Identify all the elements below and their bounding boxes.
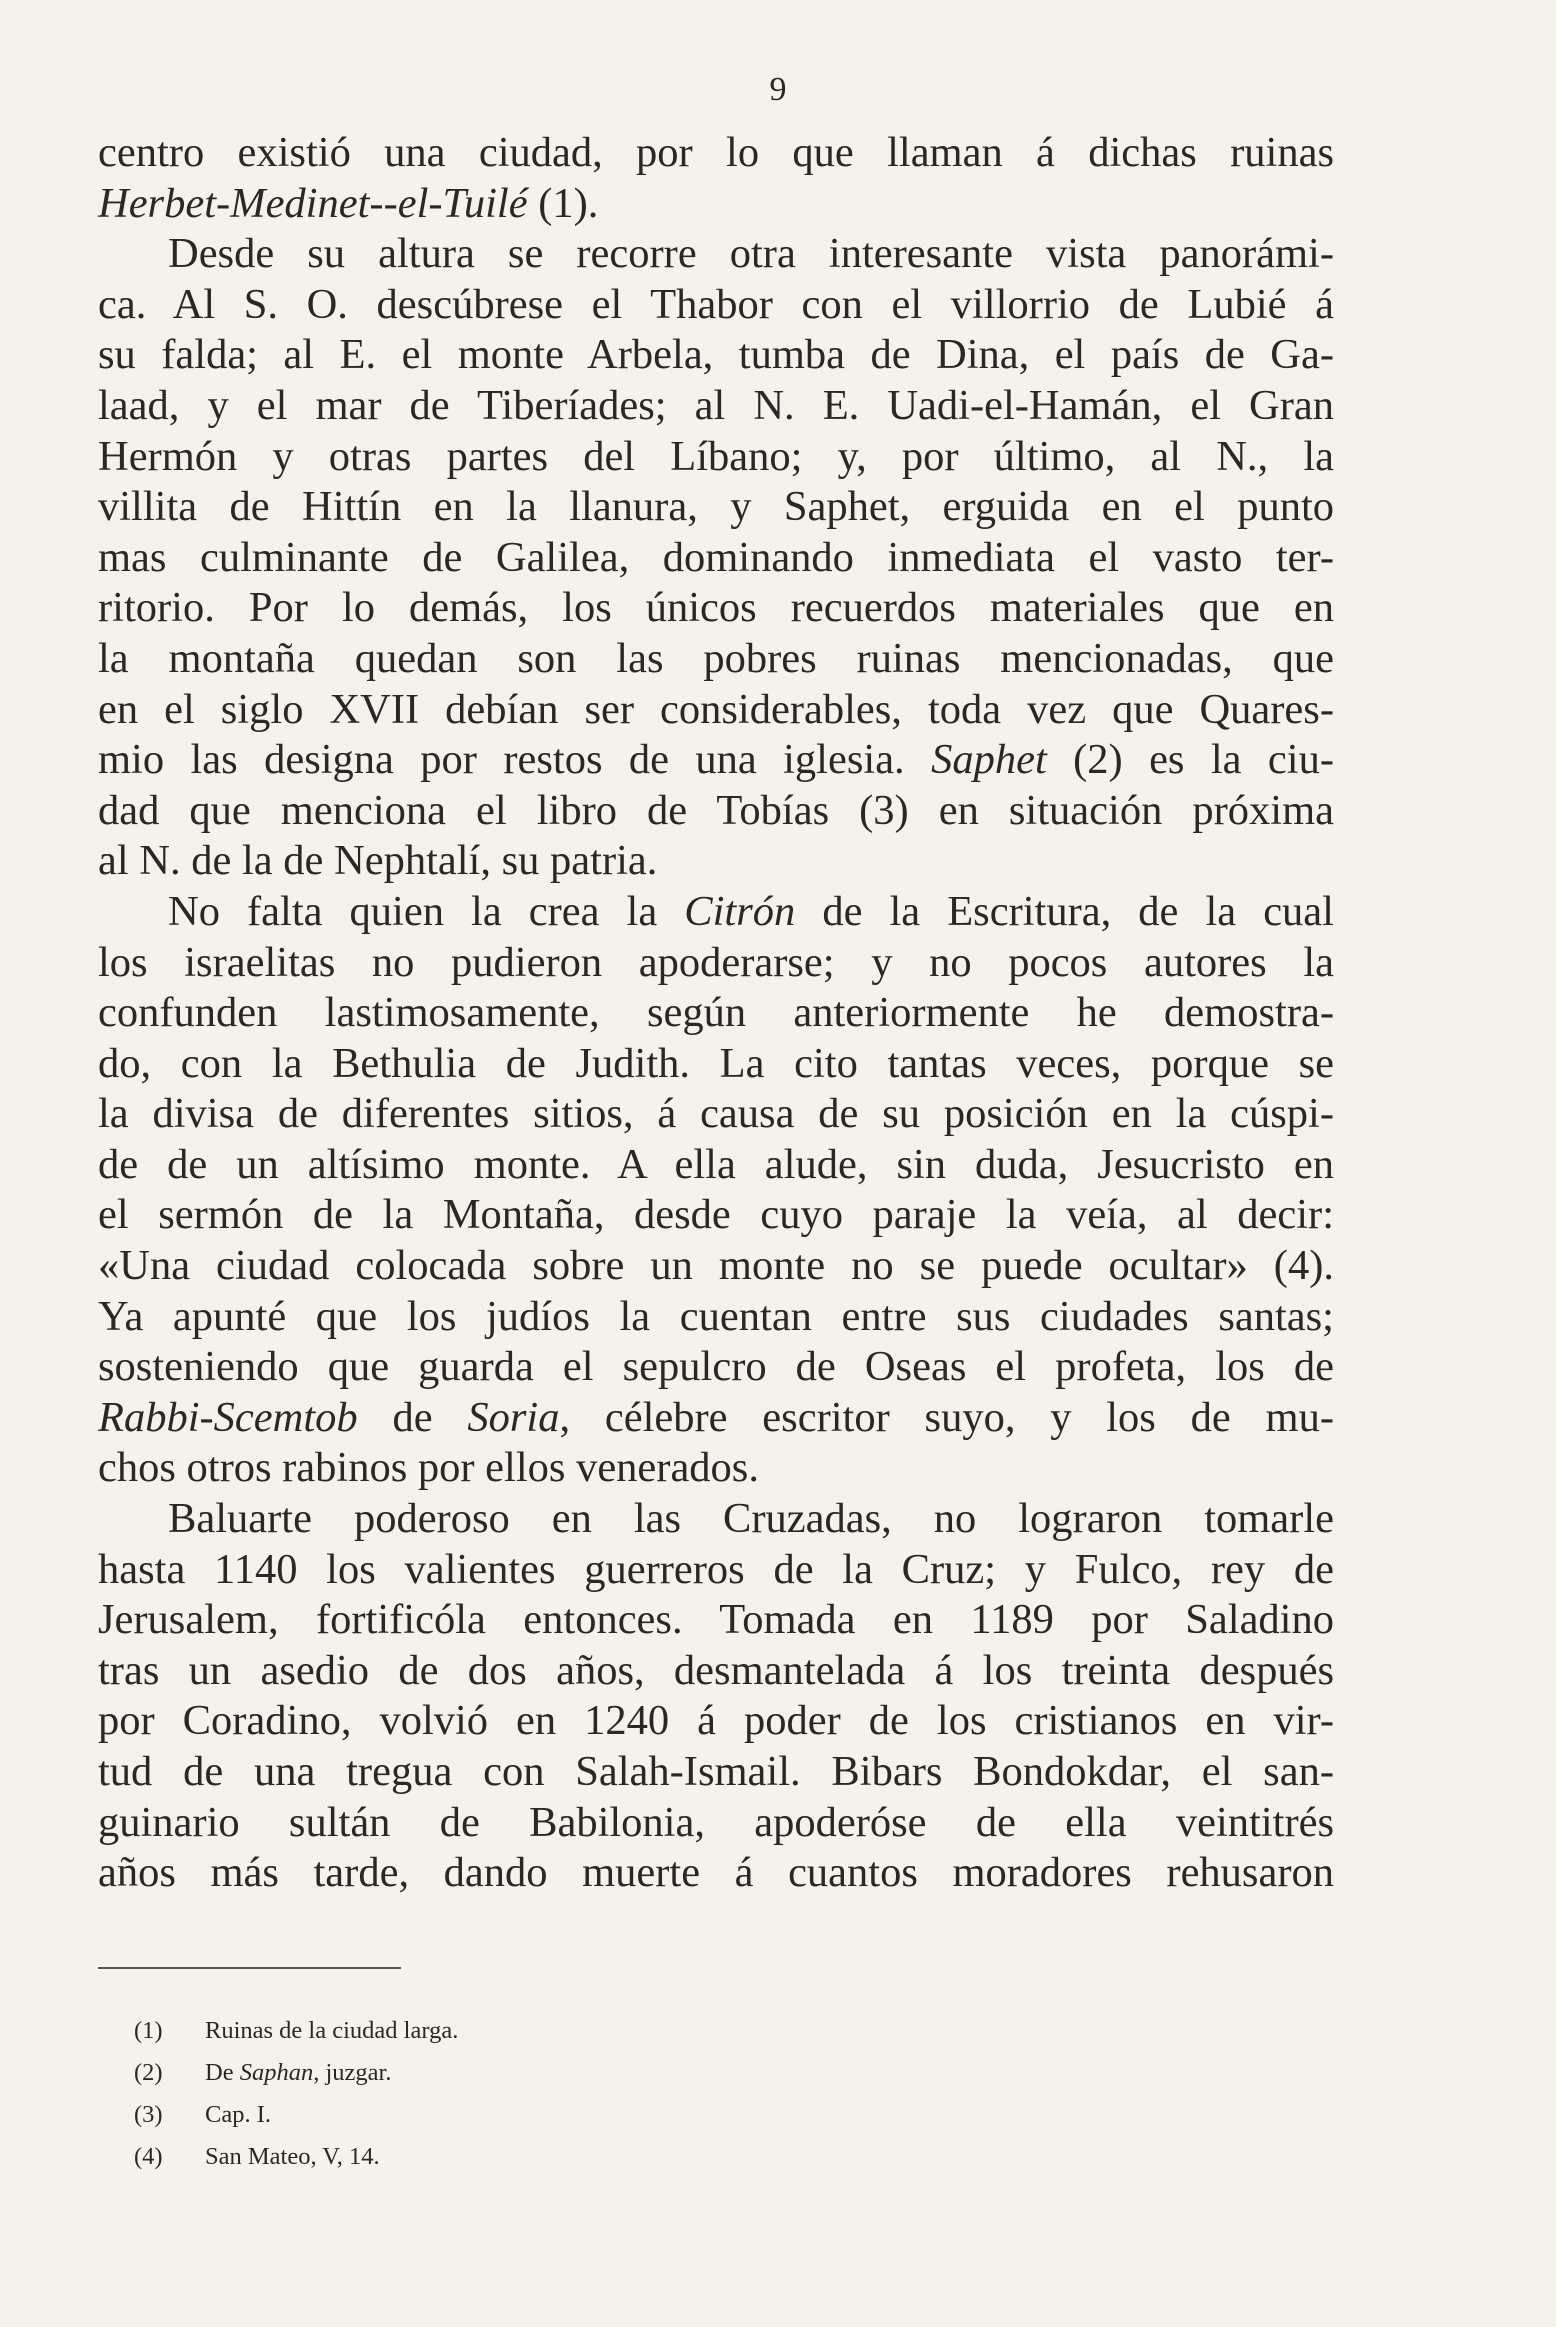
text-line	[98, 179, 1334, 230]
text-line: Hermón y otras partes del Líbano; y, por último, al N., la	[98, 432, 1334, 480]
text-line	[98, 1393, 1334, 1444]
text-line: tras un asedio de dos años, desmantelada á los treinta después	[98, 1646, 1334, 1694]
text-segment: San Mateo, V, 14.	[205, 2143, 380, 2170]
text-segment: De	[205, 2059, 240, 2086]
text-line: la montaña quedan son las pobres ruinas mencionadas, que	[98, 634, 1334, 682]
text-line: «Una ciudad colocada sobre un monte no se puede ocultar» (4).	[98, 1242, 1334, 1290]
footnote	[134, 2052, 458, 2094]
text-line: los israelitas no pudieron apoderarse; y no pocos autores la	[98, 938, 1334, 986]
text-line: Desde su altura se recorre otra interesante vista panorámi-	[168, 230, 1334, 278]
text-line: hasta 1140 los valientes guerreros de la Cruz; y Fulco, rey de	[98, 1545, 1334, 1593]
body-text	[98, 128, 1334, 1899]
text-segment: , célebre escritor suyo, y los de mu-	[559, 1393, 1334, 1441]
text-line	[98, 735, 1334, 786]
text-line: laad, y el mar de Tiberíades; al N. E. Uadi-el-Hamán, el Gran	[98, 381, 1334, 429]
text-segment: , juzgar.	[313, 2059, 392, 2086]
text-line: sosteniendo que guarda el sepulcro de Oseas el profeta, los de	[98, 1343, 1334, 1391]
footnote	[134, 2136, 458, 2178]
text-segment: mio las designa por restos de una iglesia.	[98, 736, 932, 784]
text-line: Ya apunté que los judíos la cuentan entre sus ciudades santas;	[98, 1292, 1334, 1340]
italic-text: Citrón	[684, 887, 796, 935]
text-line: centro existió una ciudad, por lo que llaman á dichas ruinas	[98, 129, 1334, 176]
italic-text: Saphet	[931, 736, 1047, 784]
text-line: su falda; al E. el monte Arbela, tumba de Dina, el país de Ga-	[98, 331, 1334, 379]
footnote-number: (3)	[134, 2101, 163, 2128]
footnote-number: (1)	[134, 2017, 163, 2044]
text-line: por Coradino, volvió en 1240 á poder de los cristianos en vir-	[98, 1697, 1334, 1745]
text-segment: de la Escritura, de la cual	[795, 887, 1334, 935]
text-line: guinario sultán de Babilonia, apoderóse de ella veintitrés	[98, 1798, 1334, 1846]
text-line: do, con la Bethulia de Judith. La cito tantas veces, porque se	[98, 1039, 1334, 1087]
text-line	[98, 887, 1334, 938]
text-line: al N. de la de Nephtalí, su patria.	[98, 837, 658, 885]
text-segment: Cap. I.	[205, 2101, 271, 2128]
footnote-divider	[98, 1967, 401, 1969]
text-segment: (2) es la ciu-	[1046, 736, 1334, 784]
text-segment: Ruinas de la ciudad larga.	[205, 2017, 459, 2044]
footnotes	[134, 2010, 458, 2178]
text-line: la divisa de diferentes sitios, á causa de su posición en la cúspi-	[98, 1090, 1334, 1138]
text-segment: No falta quien la crea la	[168, 887, 685, 935]
italic-text: Saphan	[239, 2059, 314, 2086]
text-line: confunden lastimosamente, según anteriormente he demostra-	[98, 989, 1334, 1037]
italic-text: Rabbi-Scemtob	[98, 1393, 358, 1441]
text-line: Baluarte poderoso en las Cruzadas, no lograron tomarle	[168, 1495, 1334, 1543]
italic-text: Herbet-Medinet--el-Tuilé	[98, 179, 528, 227]
footnote	[134, 2094, 458, 2136]
text-segment: (1).	[527, 179, 599, 227]
text-line: mas culminante de Galilea, dominando inmediata el vasto ter-	[98, 533, 1334, 581]
footnote-number: (2)	[134, 2059, 163, 2086]
text-line: de de un altísimo monte. A ella alude, sin duda, Jesucristo en	[98, 1140, 1334, 1188]
footnote	[134, 2010, 458, 2052]
text-line: villita de Hittín en la llanura, y Saphet, erguida en el punto	[98, 483, 1334, 531]
text-line: el sermón de la Montaña, desde cuyo paraje la veía, al decir:	[98, 1191, 1334, 1239]
text-line: dad que menciona el libro de Tobías (3) en situación próxima	[98, 786, 1334, 834]
text-line: en el siglo XVII debían ser considerables, toda vez que Quares-	[98, 685, 1334, 733]
text-line: Jerusalem, fortificóla entonces. Tomada en 1189 por Saladino	[98, 1596, 1334, 1644]
text-line: chos otros rabinos por ellos venerados.	[98, 1444, 759, 1492]
page-number: 9	[769, 71, 787, 108]
text-line: tud de una tregua con Salah-Ismail. Bibars Bondokdar, el san-	[98, 1748, 1334, 1795]
text-line: ca. Al S. O. descúbrese el Thabor con el villorrio de Lubié á	[98, 280, 1334, 328]
text-segment: de	[357, 1393, 468, 1441]
italic-text: Soria	[467, 1393, 560, 1441]
footnote-number: (4)	[134, 2143, 163, 2170]
text-line: ritorio. Por lo demás, los únicos recuerdos materiales que en	[98, 584, 1334, 632]
text-line: años más tarde, dando muerte á cuantos moradores rehusaron	[98, 1849, 1334, 1897]
